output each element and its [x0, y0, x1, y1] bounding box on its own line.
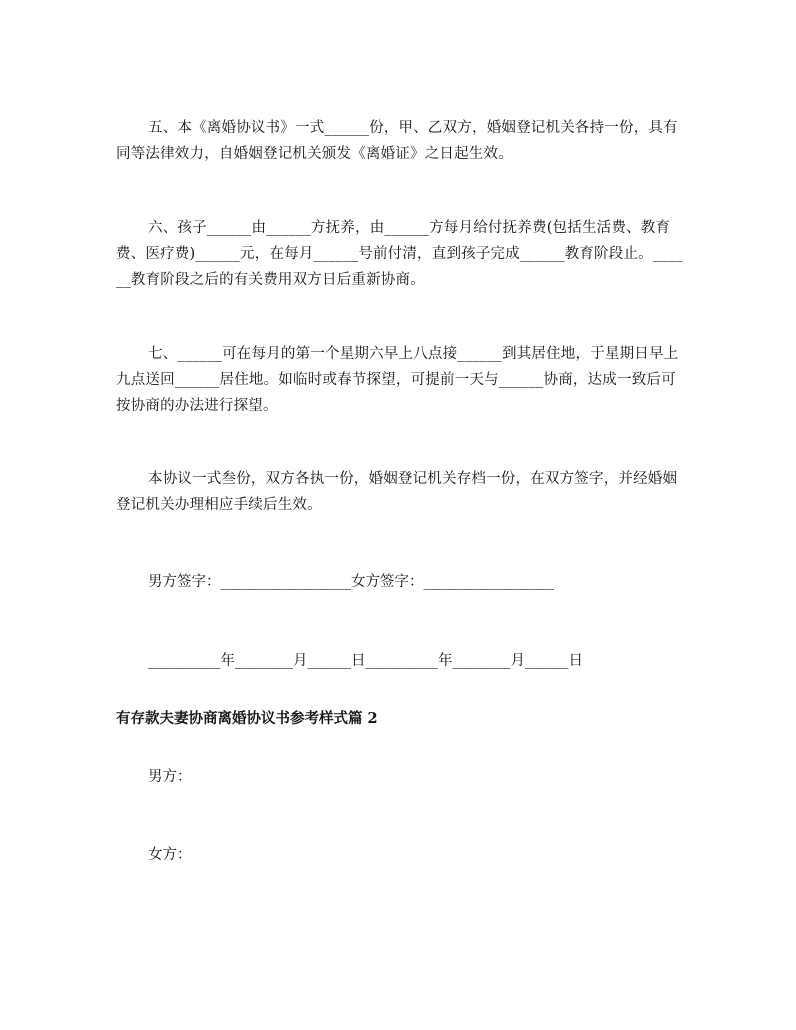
signature-line: 男方签字：__________________女方签字：__________________	[148, 574, 554, 590]
date-line: __________年________月______日__________年________月______日	[148, 653, 583, 669]
clause-seven-paragraph: 七、______可在每月的第一个星期六早上八点接______到其居住地，于星期日早上九点送回______居住地。如临时或春节探望，可提前一天与______协商，达成一致后可按协商的办法进行探望。	[116, 346, 679, 414]
husband-label: 男方：	[148, 769, 192, 785]
clause-six-paragraph: 六、孩子______由______方抚养，由______方每月给付抚养费(包括生活费、教育费、医疗费)______元，在每月______号前付清，直到孩子完成______教育阶段止。______教育阶段之后的有关费用双方日后重新协商。	[116, 220, 683, 288]
closing-paragraph: 本协议一式叁份，双方各执一份，婚姻登记机关存档一份，在双方签字，并经婚姻登记机关办理相应手续后生效。	[116, 471, 678, 513]
clause-five-paragraph: 五、本《离婚协议书》一式______份，甲、乙双方，婚姻登记机关各持一份，具有同等法律效力，自婚姻登记机关颁发《离婚证》之日起生效。	[116, 120, 678, 162]
wife-label: 女方：	[148, 847, 192, 863]
section-heading: 有存款夫妻协商离婚协议书参考样式篇 2	[116, 710, 378, 727]
